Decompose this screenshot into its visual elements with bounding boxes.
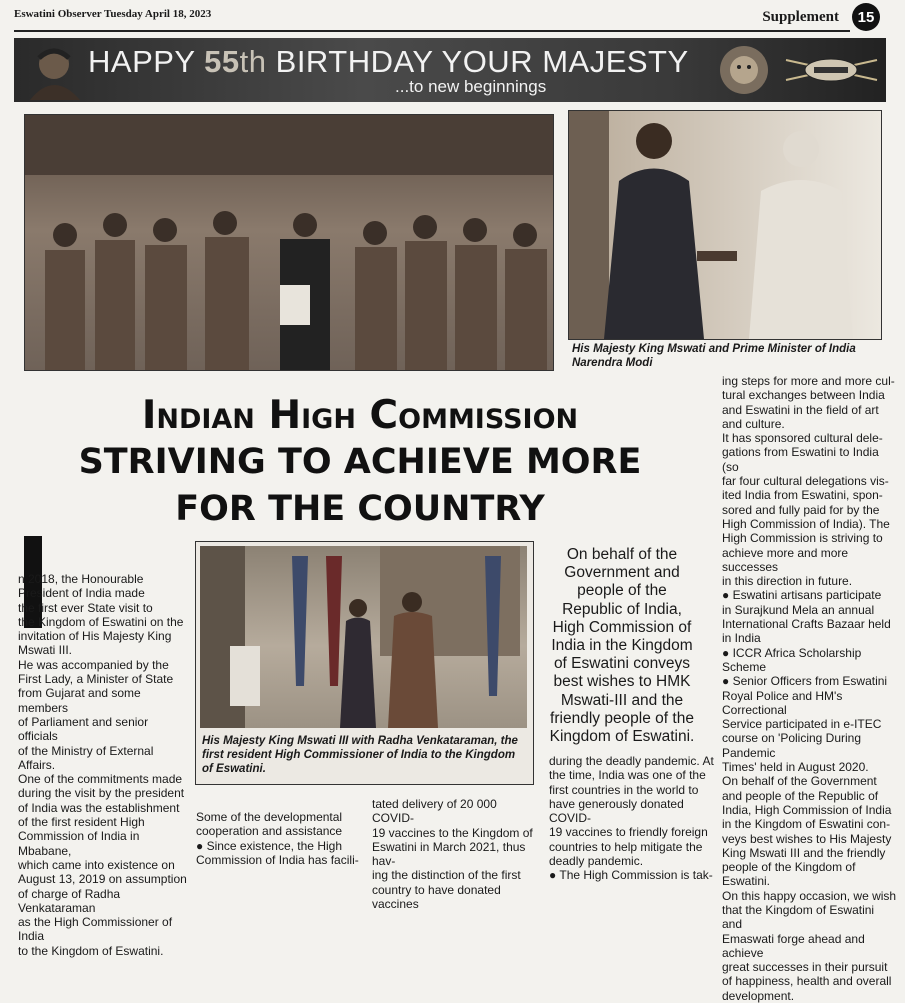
dateline: Eswatini Observer Tuesday April 18, 2023	[14, 8, 212, 20]
pull-quote: On behalf of the Government and people of the Republic of India, High Commission of India in the Kingdom of Eswatini conveys best wishes to HMK Mswati-III and the friendly people of the Kingdom of Eswatini.	[549, 546, 695, 746]
middle-photo-frame	[195, 541, 534, 785]
article-line: of charge of Radha Venkataraman	[18, 886, 121, 915]
article-line: Times' held in August 2020.	[722, 760, 869, 775]
article-line: and Eswatini in the field of art	[722, 402, 879, 417]
article-column-2	[196, 810, 366, 867]
banner-subtitle: ...to new beginnings	[395, 77, 547, 96]
article-line: Service participated in e-ITEC	[722, 717, 882, 732]
article-line: people of the Kingdom of Eswatini.	[722, 860, 856, 889]
article-line: First Lady, a Minister of State	[18, 672, 174, 687]
article-line: ited India from Eswatini, spon-	[722, 488, 883, 503]
top-right-caption: His Majesty King Mswati and Prime Minister of India Narendra Modi	[572, 343, 856, 369]
article-line: country to have donated vaccines	[372, 882, 501, 912]
article-line: of the first resident High	[18, 815, 145, 830]
article-line: ● Since existence, the High	[196, 838, 342, 853]
middle-photo-image	[200, 546, 527, 728]
article-line: ing steps for more and more cul-	[722, 374, 895, 388]
article-line: n 2018, the Honourable	[18, 572, 144, 586]
article-line: cooperation and assistance	[196, 824, 343, 839]
article-line: He was accompanied by the	[18, 657, 169, 672]
article-line: development.	[722, 988, 795, 1003]
article-line: gations from Eswatini to India (so	[722, 445, 879, 474]
article-line: August 13, 2019 on assumption	[18, 872, 187, 887]
portrait-icon	[24, 40, 86, 100]
handshake-photo-image	[569, 111, 881, 339]
page-number: 15	[852, 3, 880, 31]
article-line: of Parliament and senior officials	[18, 714, 149, 744]
article-line: and culture.	[722, 416, 785, 431]
article-line: have generously donated COVID-	[549, 796, 684, 826]
article-line: the time, India was one of the	[549, 768, 706, 783]
article-line: the first ever State visit to	[18, 600, 153, 615]
article-line: from Gujarat and some members	[18, 686, 141, 715]
article-line: sored and fully paid for by the	[722, 502, 880, 517]
article-line: invitation of His Majesty King	[18, 629, 172, 644]
article-column-3	[372, 797, 542, 911]
article-line: in Surajkund Mela an annual	[722, 602, 875, 617]
article-line: High Commission is striving to	[722, 531, 883, 546]
article-line: countries to help mitigate the	[549, 839, 703, 854]
article-line: in the Kingdom of Eswatini con-	[722, 817, 891, 832]
article-column-1	[18, 572, 188, 958]
article-line: tated delivery of 20 000 COVID-	[372, 797, 497, 826]
article-line: India, High Commission of India	[722, 802, 892, 817]
article-line: International Crafts Bazaar held	[722, 617, 891, 632]
article-line: as the High Commissioner of India	[18, 915, 173, 944]
article-line: Some of the developmental	[196, 810, 343, 824]
article-line: High Commission of India). The	[722, 516, 890, 531]
article-line: Commission of India in Mbabane,	[18, 829, 140, 858]
middle-photo	[200, 546, 527, 728]
article-line: ing the distinction of the first	[372, 868, 521, 883]
middle-photo-caption: His Majesty King Mswati III with Radha Venkataraman, the first resident High Commissioner of India to the Kingdom of Eswatini.	[202, 735, 518, 775]
group-photo	[24, 114, 554, 371]
article-line: great successes in their pursuit	[722, 960, 888, 975]
article-line: far four cultural delegations vis-	[722, 474, 889, 489]
article-line: It has sponsored cultural dele-	[722, 431, 883, 446]
article-line: first countries in the world to	[549, 782, 699, 797]
article-line: Eswatini in March 2021, thus hav-	[372, 839, 526, 869]
article-line: of India was the establishment	[18, 800, 180, 815]
article-line: in this direction in future.	[722, 574, 853, 589]
article-line: achieve more and more successes	[722, 545, 849, 574]
article-line: that the Kingdom of Eswatini and	[722, 902, 875, 932]
article-line: Mswati III.	[18, 643, 73, 658]
article-line: Commission of India has facili-	[196, 852, 359, 867]
article-line: and people of the Republic of	[722, 788, 879, 803]
article-line: to the Kingdom of Eswatini.	[18, 943, 164, 958]
article-line: President of India made	[18, 586, 145, 601]
article-line: 19 vaccines to the Kingdom of	[372, 825, 533, 840]
article-line: ● ICCR Africa Scholarship Scheme	[722, 645, 862, 674]
article-line: of happiness, health and overall	[722, 974, 892, 989]
article-line: One of the commitments made	[18, 772, 183, 787]
lion-emblem-icon	[714, 42, 774, 98]
article-line: in India	[722, 631, 761, 646]
group-photo-image	[25, 115, 553, 370]
article-line: during the visit by the president	[18, 786, 185, 801]
banner-title: HAPPY 55th BIRTHDAY YOUR MAJESTY	[88, 44, 689, 79]
headline: Indian High Commission STRIVING TO ACHIEVE MORE FOR THE COUNTRY	[78, 393, 642, 529]
article-column-5	[722, 374, 897, 1003]
article-line: Royal Police and HM's Correctional	[722, 688, 843, 717]
article-line: tural exchanges between India	[722, 388, 885, 403]
article-line: ● The High Commission is tak-	[549, 868, 713, 883]
article-line: On this happy occasion, we wish	[722, 888, 897, 903]
article-column-4	[549, 754, 714, 883]
article-line: King Mswati III and the friendly	[722, 845, 886, 860]
article-line: of the Ministry of External Affairs.	[18, 743, 154, 772]
article-line: the Kingdom of Eswatini on the	[18, 614, 184, 629]
article-line: ● Senior Officers from Eswatini	[722, 674, 888, 689]
article-line: ● Eswatini artisans participate	[722, 588, 882, 603]
section-label: Supplement	[762, 9, 839, 25]
article-line: course on 'Policing During Pandemic	[722, 731, 862, 760]
article-line: 19 vaccines to friendly foreign	[549, 825, 708, 840]
article-line: veys best wishes to His Majesty	[722, 831, 892, 846]
handshake-photo	[568, 110, 882, 340]
article-line: during the deadly pandemic. At	[549, 754, 714, 768]
article-line: which came into existence on	[18, 857, 175, 872]
article-line: Emaswati forge ahead and achieve	[722, 931, 865, 960]
header-rule	[14, 30, 850, 32]
article-line: deadly pandemic.	[549, 854, 644, 869]
shield-spears-icon	[784, 52, 879, 88]
article-line: On behalf of the Government	[722, 774, 877, 789]
